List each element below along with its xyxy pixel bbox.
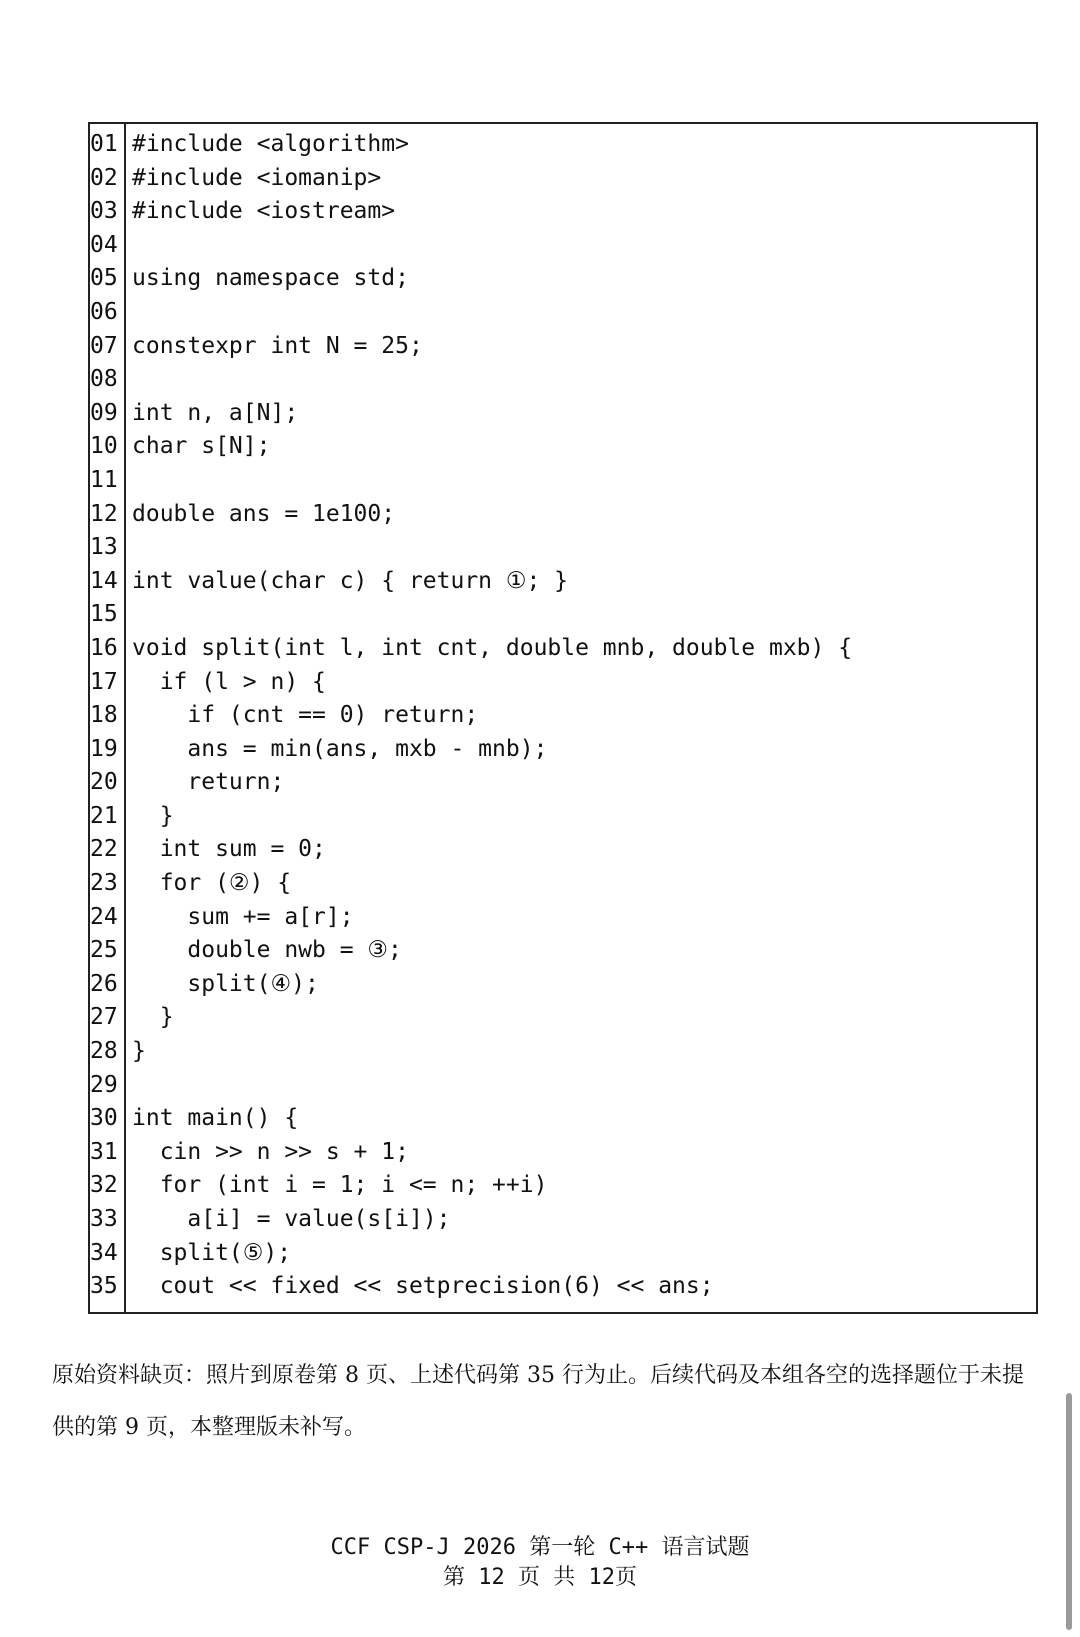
- code-line: [90, 1102, 1036, 1136]
- footer-page-number: 第 12 页 共 12页: [443, 1565, 637, 1590]
- line-number: 26: [90, 970, 118, 997]
- line-code: double nwb = ③;: [132, 937, 402, 964]
- code-line: [90, 498, 1036, 532]
- code-line: [90, 363, 1036, 397]
- line-code: cout << fixed << setprecision(6) << ans;: [132, 1273, 714, 1300]
- line-number: 09: [90, 399, 118, 426]
- line-code: if (cnt == 0) return;: [132, 702, 479, 729]
- line-code: double ans = 1e100;: [132, 500, 396, 527]
- line-number: 01: [90, 131, 118, 157]
- line-number: 20: [90, 769, 118, 796]
- line-number: 27: [90, 1004, 118, 1031]
- code-line: [90, 1069, 1036, 1103]
- line-number: 22: [90, 836, 118, 863]
- line-code: int value(char c) { return ①; }: [132, 567, 569, 594]
- line-code: [124, 296, 132, 330]
- code-line: [90, 229, 1036, 263]
- line-number: 14: [90, 567, 118, 594]
- code-line: [90, 1001, 1036, 1035]
- line-code: for (int i = 1; i <= n; ++i): [132, 1172, 548, 1199]
- line-code: void split(int l, int cnt, double mnb, double mxb) {: [132, 634, 853, 661]
- code-line: [90, 934, 1036, 968]
- line-code: }: [132, 802, 174, 829]
- code-line: [90, 162, 1036, 196]
- line-code: [124, 363, 132, 397]
- line-number: 23: [90, 870, 118, 897]
- line-number: 12: [90, 500, 118, 527]
- line-number: 29: [90, 1071, 118, 1098]
- code-line: [90, 296, 1036, 330]
- vertical-scrollbar[interactable]: [1066, 1393, 1072, 1630]
- line-number: 32: [90, 1172, 118, 1199]
- code-line: [90, 833, 1036, 867]
- code-line: [90, 766, 1036, 800]
- line-code: cin >> n >> s + 1;: [132, 1138, 409, 1165]
- line-number: 06: [90, 298, 118, 325]
- missing-page-note: 原始资料缺页：照片到原卷第 8 页、上述代码第 35 行为止。后续代码及本组各空的选择题位于未提供的第 9 页，本整理版未补写。: [52, 1363, 1024, 1440]
- line-code: constexpr int N = 25;: [132, 332, 423, 359]
- line-number: 07: [90, 332, 118, 359]
- line-code: #include <algorithm>: [132, 131, 409, 157]
- line-code: }: [132, 1038, 146, 1065]
- line-code: split(④);: [132, 970, 319, 997]
- line-code: int sum = 0;: [132, 836, 326, 863]
- code-line: [90, 565, 1036, 599]
- line-number: 28: [90, 1038, 118, 1065]
- line-code: [124, 598, 132, 632]
- code-line: [90, 1136, 1036, 1170]
- line-number: 30: [90, 1105, 118, 1132]
- line-number: 21: [90, 802, 118, 829]
- line-number: 03: [90, 198, 118, 225]
- code-line: [90, 128, 1036, 162]
- line-number: 02: [90, 164, 118, 191]
- line-code: return;: [132, 769, 285, 796]
- line-number: 17: [90, 668, 118, 695]
- line-code: using namespace std;: [132, 265, 409, 292]
- line-code: ans = min(ans, mxb - mnb);: [132, 735, 548, 762]
- code-line: [90, 968, 1036, 1002]
- code-line: [90, 1169, 1036, 1203]
- code-line: [90, 733, 1036, 767]
- line-code: char s[N];: [132, 433, 271, 460]
- line-number: 35: [90, 1273, 118, 1300]
- code-line: [90, 901, 1036, 935]
- line-code: #include <iomanip>: [132, 164, 382, 191]
- line-number: 16: [90, 634, 118, 661]
- line-number: 08: [90, 366, 118, 393]
- code-line: [90, 531, 1036, 565]
- code-line: [90, 1270, 1036, 1304]
- code-line: [90, 262, 1036, 296]
- line-number: 11: [90, 466, 118, 493]
- line-code: }: [132, 1004, 174, 1031]
- line-code: int n, a[N];: [132, 399, 299, 426]
- line-code: sum += a[r];: [132, 903, 354, 930]
- line-number: 33: [90, 1206, 118, 1232]
- line-code: split(⑤);: [132, 1239, 292, 1266]
- line-number: 19: [90, 735, 118, 762]
- line-number: 34: [90, 1239, 118, 1266]
- line-code: [124, 229, 132, 263]
- line-number: 04: [90, 231, 118, 258]
- code-line: [90, 330, 1036, 364]
- code-line: [90, 195, 1036, 229]
- line-code: [124, 464, 132, 498]
- line-number: 05: [90, 265, 118, 292]
- code-line: [90, 430, 1036, 464]
- line-code: [124, 531, 132, 565]
- line-number: 13: [90, 534, 118, 561]
- code-line: [90, 867, 1036, 901]
- code-lines: [90, 128, 1036, 1304]
- code-line: [90, 397, 1036, 431]
- line-code: #include <iostream>: [132, 198, 396, 225]
- code-line: [90, 632, 1036, 666]
- line-number: 24: [90, 903, 118, 930]
- code-line: [90, 464, 1036, 498]
- code-line: [90, 1035, 1036, 1069]
- code-line: [90, 1237, 1036, 1271]
- line-number: 10: [90, 433, 118, 460]
- line-code: int main() {: [132, 1105, 299, 1132]
- code-line: [90, 699, 1036, 733]
- line-code: if (l > n) {: [132, 668, 326, 695]
- line-code: a[i] = value(s[i]);: [132, 1206, 451, 1232]
- code-line: [90, 1203, 1036, 1237]
- code-listing: [88, 122, 1038, 1314]
- line-number: 15: [90, 601, 118, 628]
- line-code: [124, 1069, 132, 1103]
- code-line: [90, 598, 1036, 632]
- footer-exam-title: CCF CSP-J 2026 第一轮 C++ 语言试题: [330, 1535, 750, 1560]
- line-code: for (②) {: [132, 870, 292, 897]
- code-line: [90, 666, 1036, 700]
- line-number: 18: [90, 702, 118, 729]
- code-line: [90, 800, 1036, 834]
- line-number: 25: [90, 937, 118, 964]
- line-number: 31: [90, 1138, 118, 1165]
